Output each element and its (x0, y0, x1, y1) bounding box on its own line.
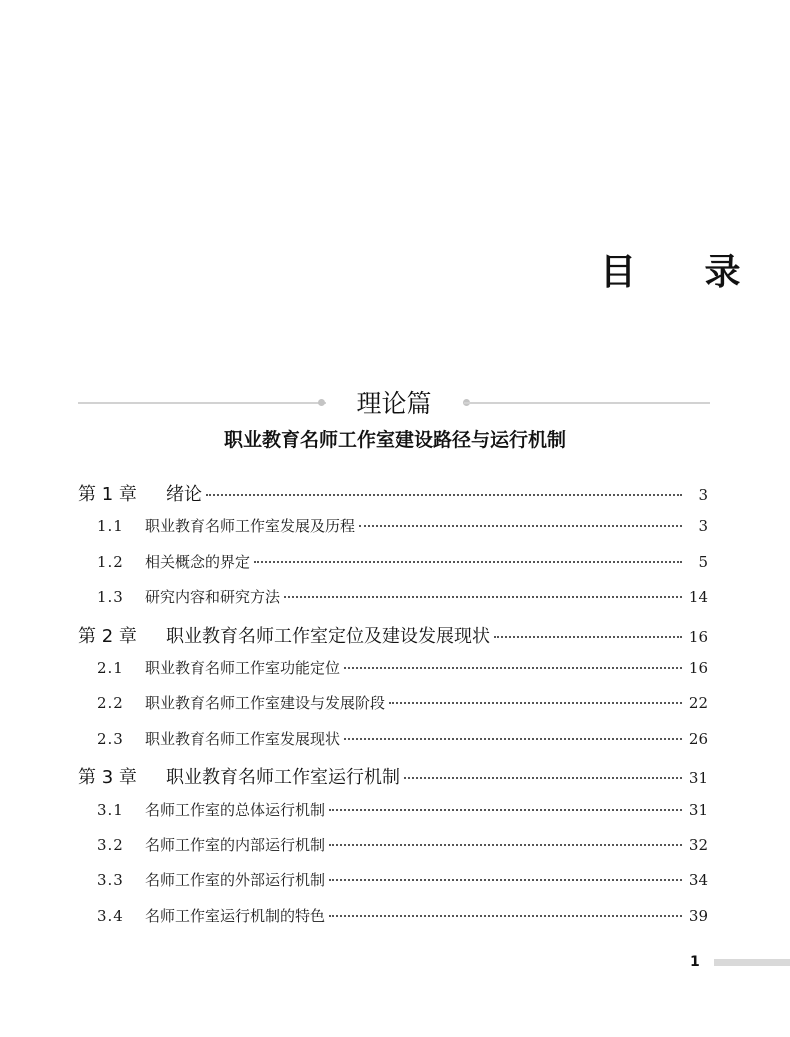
page-number: 32 (688, 835, 708, 854)
chapter-number: 第 1 章 (78, 484, 137, 505)
chapter-title: 职业教育名师工作室定位及建设发展现状 (166, 625, 490, 647)
leader-dots (254, 561, 682, 563)
chapter-number: 第 2 章 (78, 625, 137, 647)
divider-dot-left (318, 399, 325, 406)
toc-section-1-3[interactable] (78, 586, 708, 621)
section-title: 研究内容和研究方法 (145, 588, 281, 607)
leader-dots (329, 809, 682, 811)
section-number: 3.4 (97, 906, 124, 925)
leader-dots (329, 915, 682, 917)
page-number: 14 (688, 588, 708, 607)
section-number: 3.1 (97, 800, 124, 819)
section-title: 职业教育名师工作室建设与发展阶段 (145, 694, 386, 713)
page-number: 16 (688, 627, 708, 646)
page-number: 22 (688, 694, 708, 713)
toc-section-1-2[interactable] (78, 551, 708, 586)
toc-section-2-1[interactable] (78, 657, 708, 692)
page-number: 16 (688, 658, 708, 677)
section-number: 2.2 (97, 694, 124, 713)
part-subtitle: 职业教育名师工作室建设路径与运行机制 (223, 429, 566, 451)
section-number: 3.2 (97, 835, 124, 854)
section-number: 1.1 (97, 517, 124, 536)
page-title: 目 录 (600, 252, 769, 293)
leader-dots (329, 844, 682, 846)
folio-page-number: 1 (690, 954, 700, 970)
section-number: 1.3 (97, 588, 124, 607)
section-number: 2.1 (97, 658, 124, 677)
toc-section-1-1[interactable] (78, 515, 708, 550)
leader-dots (404, 777, 682, 779)
toc-section-3-1[interactable] (78, 799, 708, 834)
divider-left (78, 402, 326, 404)
section-title: 职业教育名师工作室功能定位 (145, 658, 341, 677)
section-number: 1.2 (97, 552, 124, 571)
toc-section-3-2[interactable] (78, 834, 708, 869)
page-number: 3 (698, 517, 708, 536)
section-title: 职业教育名师工作室发展及历程 (145, 517, 356, 536)
section-number: 3.3 (97, 871, 124, 890)
leader-dots (494, 636, 682, 638)
chapter-title: 职业教育名师工作室运行机制 (166, 767, 400, 789)
page-number: 31 (688, 800, 708, 819)
section-title: 名师工作室运行机制的特色 (145, 906, 326, 925)
section-title: 相关概念的界定 (145, 552, 251, 571)
page-number: 39 (688, 906, 708, 925)
toc-section-3-3[interactable] (78, 869, 708, 904)
leader-dots (389, 702, 682, 704)
toc-section-2-2[interactable] (78, 692, 708, 727)
chapter-title: 绪论 (166, 484, 202, 505)
chapter-number: 第 3 章 (78, 767, 137, 789)
leader-dots (359, 525, 682, 527)
page-number: 26 (688, 729, 708, 748)
divider-right (464, 402, 710, 404)
section-title: 职业教育名师工作室发展现状 (145, 729, 341, 748)
page-number: 34 (688, 871, 708, 890)
section-number: 2.3 (97, 729, 124, 748)
page-number: 31 (688, 769, 708, 788)
leader-dots (206, 494, 682, 496)
leader-dots (344, 667, 682, 669)
page-number: 3 (698, 486, 708, 504)
section-title: 名师工作室的外部运行机制 (145, 871, 326, 890)
leader-dots (284, 596, 682, 598)
leader-dots (344, 738, 682, 740)
page-number: 5 (698, 552, 708, 571)
table-of-contents (78, 480, 708, 940)
toc-section-3-4[interactable] (78, 905, 708, 940)
toc-section-2-3[interactable] (78, 728, 708, 763)
section-title: 名师工作室的总体运行机制 (145, 800, 326, 819)
folio-bar (714, 959, 790, 966)
part-header (78, 384, 710, 420)
leader-dots (329, 879, 682, 881)
toc-chapter-2[interactable] (78, 622, 708, 657)
toc-chapter-1[interactable] (78, 480, 708, 515)
toc-chapter-3[interactable] (78, 763, 708, 798)
section-title: 名师工作室的内部运行机制 (145, 835, 326, 854)
part-label: 理论篇 (356, 389, 432, 418)
